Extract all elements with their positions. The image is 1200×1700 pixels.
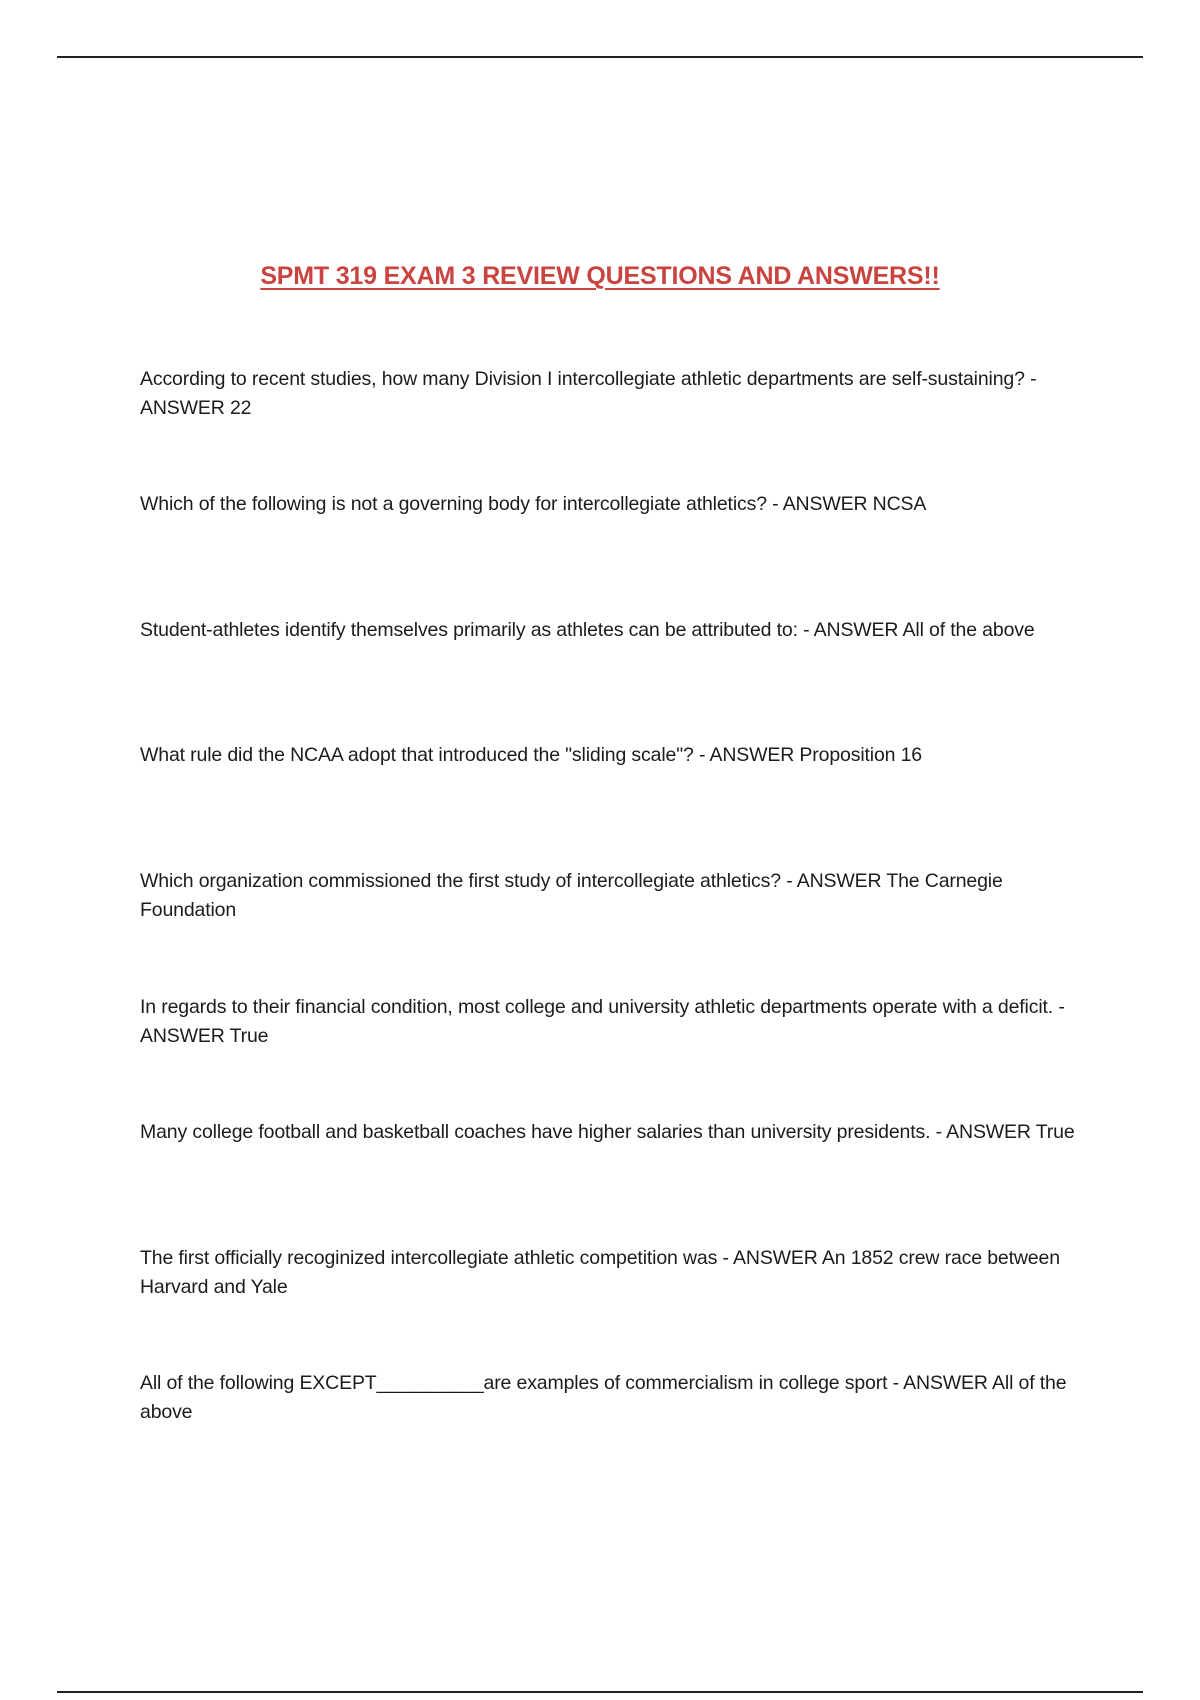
question-item-9: All of the following EXCEPT__________are examples of commercialism in college sport - ANSWER All of the above <box>140 1372 1067 1423</box>
question-item-3: Student-athletes identify themselves primarily as athletes can be attributed to: - ANSWER All of the above <box>140 619 1035 641</box>
question-item-6: In regards to their financial condition, most college and university athletic departments operate with a deficit. - ANSWER True <box>140 996 1065 1047</box>
document-title <box>0 262 1200 291</box>
top-rule <box>57 56 1143 58</box>
question-item-2: Which of the following is not a governing body for intercollegiate athletics? - ANSWER NCSA <box>140 493 927 515</box>
question-item-1: According to recent studies, how many Division I intercollegiate athletic departments are self-sustaining? - ANSWER 22 <box>140 368 1037 419</box>
question-item-4: What rule did the NCAA adopt that introduced the "sliding scale"? - ANSWER Proposition 16 <box>140 744 922 766</box>
bottom-rule <box>57 1691 1143 1693</box>
question-item-5: Which organization commissioned the first study of intercollegiate athletics? - ANSWER The Carnegie Foundation <box>140 870 1003 921</box>
document-title-text: SPMT 319 EXAM 3 REVIEW QUESTIONS AND ANSWERS!! <box>260 262 940 290</box>
question-item-8: The first officially recoginized intercollegiate athletic competition was - ANSWER An 1852 crew race between Harvard and Yale <box>140 1247 1060 1298</box>
question-item-7: Many college football and basketball coaches have higher salaries than university presidents. - ANSWER True <box>140 1121 1075 1143</box>
